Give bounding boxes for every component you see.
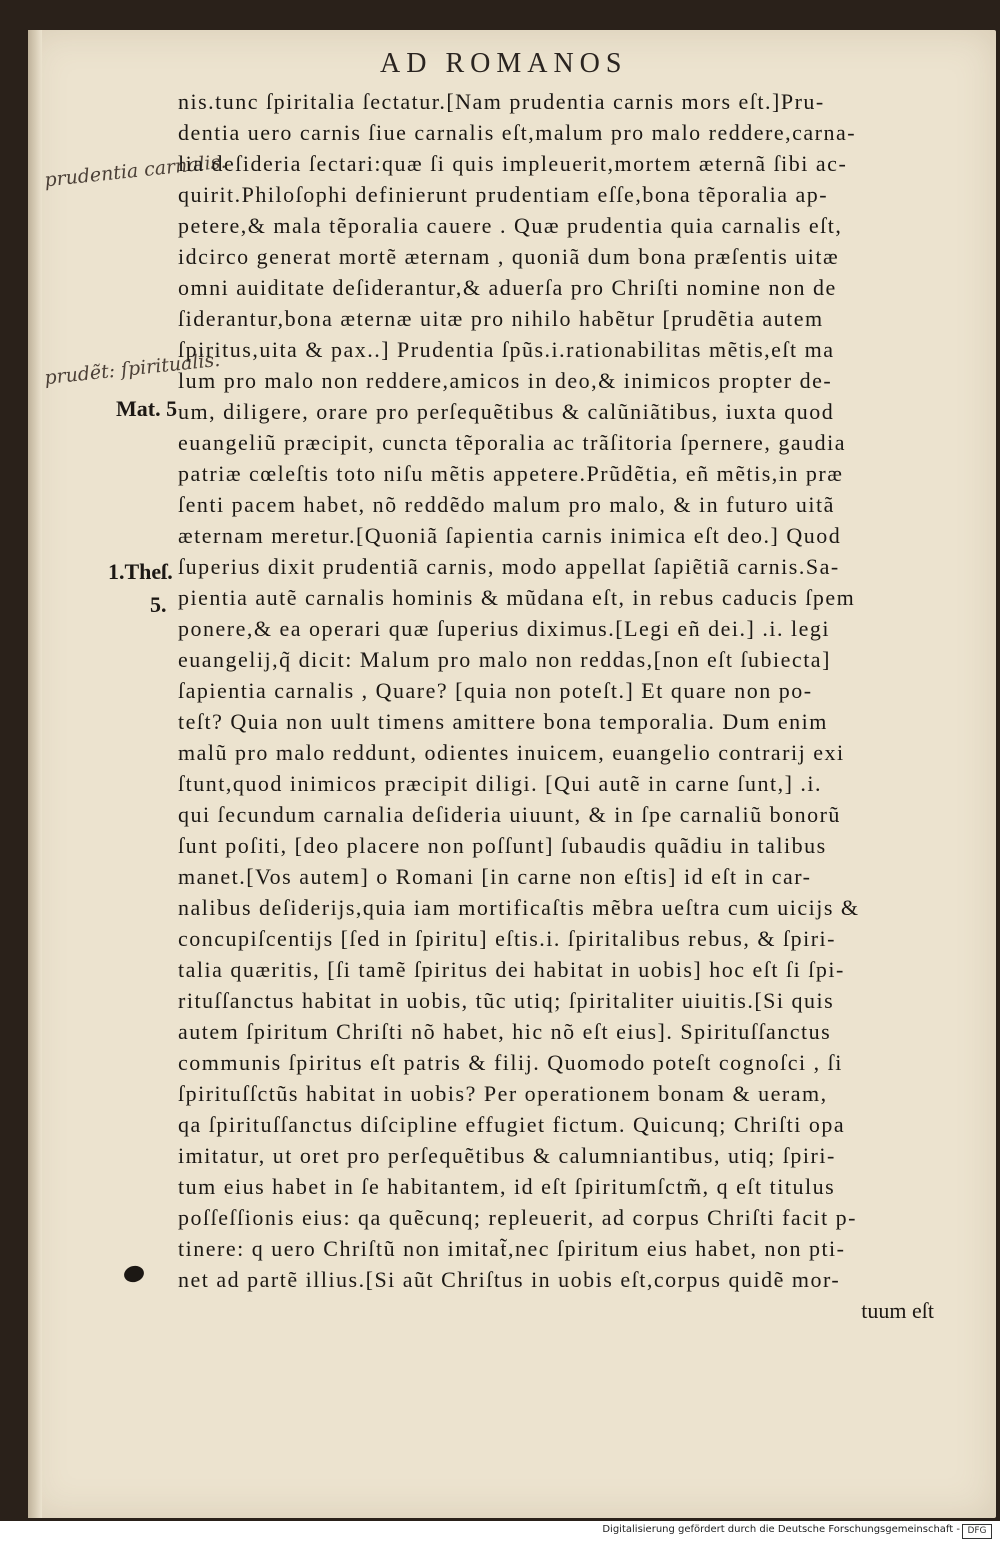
text-line: tum eius habet in ſe habitantem, id eſt ſpiritumſctm̃, q eſt titulus: [178, 1174, 836, 1199]
text-line: ſpirituſſctũs habitat in uobis? Per operationem bonam & ueram,: [178, 1081, 828, 1106]
text-line: talia quæritis, [ſi tamẽ ſpiritus dei habitat in uobis] hoc eſt ſi ſpi-: [178, 957, 845, 982]
marginal-reference-thessalonians-chapter: 5.: [150, 592, 167, 617]
page-gutter-shadow: [28, 30, 42, 1518]
text-line: euangeliũ præcipit, cuncta tẽporalia ac trãſitoria ſpernere, gaudia: [178, 430, 846, 455]
digitization-footer: [0, 1521, 1000, 1541]
text-line: ſapientia carnalis , Quare? [quia non poteſt.] Et quare non po-: [178, 678, 813, 703]
text-line: communis ſpiritus eſt patris & filij. Quomodo poteſt cognoſci , ſi: [178, 1050, 843, 1075]
body-text: [178, 86, 958, 1326]
text-line: lum pro malo non reddere,amicos in deo,& inimicos propter de-: [178, 368, 833, 393]
text-line: quirit.Philoſophi definierunt prudentiam eſſe,bona tẽporalia ap-: [178, 182, 829, 207]
dfg-logo: DFG: [962, 1524, 992, 1539]
marginal-reference-thessalonians: 1.Theſ.: [108, 559, 173, 584]
text-line: imitatur, ut oret pro perſequẽtibus & calumniantibus, utiq; ſpiri-: [178, 1143, 836, 1168]
marginal-handwritten-note-1: prudentia carnalis.: [43, 150, 228, 192]
marginal-reference-matthew: Mat. 5: [116, 396, 178, 421]
text-line: omni auiditate deſiderantur,& aduerſa pro Chriſti nomine non de: [178, 275, 837, 300]
text-line: petere,& mala tẽporalia cauere . Quæ prudentia quia carnalis eſt,: [178, 213, 843, 238]
text-line: pientia autẽ carnalis hominis & mũdana eſt, in rebus caducis ſpem: [178, 585, 856, 610]
text-line: ſunt poſiti, [deo placere non poſſunt] ſubaudis quãdiu in talibus: [178, 833, 827, 858]
funding-credit: Digitalisierung gefördert durch die Deutsche Forschungsgemeinschaft -: [602, 1524, 960, 1535]
text-line: malũ pro malo reddunt, odientes inuicem, euangelio contrarij exi: [178, 740, 845, 765]
text-line: ſtunt,quod inimicos præcipit diligi. [Qui autẽ in carne ſunt,] .i.: [178, 771, 823, 796]
text-line: qui ſecundum carnalia deſideria uiuunt, & in ſpe carnaliũ bonorũ: [178, 802, 841, 827]
text-line: ponere,& ea operari quæ ſuperius diximus.[Legi eñ dei.] .i. legi: [178, 616, 830, 641]
text-line: ſuperius dixit prudentiã carnis, modo appellat ſapiẽtiã carnis.Sa-: [178, 554, 840, 579]
text-line: æternam meretur.[Quoniã ſapientia carnis inimica eſt deo.] Quod: [178, 523, 842, 548]
text-line: concupiſcentijs [ſed in ſpiritu] eſtis.i. ſpiritalibus rebus, & ſpiri-: [178, 926, 836, 951]
text-line: teſt? Quia non uult timens amittere bona temporalia. Dum enim: [178, 709, 828, 734]
marginal-handwritten-note-2: prudẽt: ſpiritualis.: [43, 348, 222, 390]
catchword: tuum eſt: [861, 1298, 934, 1323]
text-line: ſpiritus,uita & pax..] Prudentia ſpũs.i.rationabilitas mẽtis,eſt ma: [178, 337, 835, 362]
text-line: manet.[Vos autem] o Romani [in carne non eſtis] id eſt in car-: [178, 864, 812, 889]
text-line: rituſſanctus habitat in uobis, tũc utiq; ſpiritaliter uiuitis.[Si quis: [178, 988, 835, 1013]
text-line: poſſeſſionis eius: qa quẽcunq; repleuerit, ad corpus Chriſti facit p-: [178, 1205, 858, 1230]
text-line: patriæ cœleſtis toto niſu mẽtis appetere.Prũdẽtia, eñ mẽtis,in præ: [178, 461, 844, 486]
text-line: dentia uero carnis ſiue carnalis eſt,malum pro malo reddere,carna-: [178, 120, 857, 145]
text-line: ſenti pacem habet, nõ reddẽdo malum pro malo, & in futuro uitã: [178, 492, 835, 517]
text-line: idcirco generat mortẽ æternam , quoniã dum bona præſentis uitæ: [178, 244, 840, 269]
text-line: net ad partẽ illius.[Si aũt Chriſtus in uobis eſt,corpus quidẽ mor-: [178, 1267, 841, 1292]
text-line: nalibus deſiderijs,quia iam mortificaſtis mẽbra ueſtra cum uicijs &: [178, 895, 860, 920]
text-line: nis.tunc ſpiritalia ſectatur.[Nam prudentia carnis mors eſt.]Pru-: [178, 89, 825, 114]
text-line: autem ſpiritum Chriſti nõ habet, hic nõ eſt eius]. Spirituſſanctus: [178, 1019, 832, 1044]
text-line: qa ſpirituſſanctus diſcipline effugiet fictum. Quicunq; Chriſti opa: [178, 1112, 846, 1137]
text-line: tinere: q uero Chriſtũ non imitat̃,nec ſpiritum eius habet, non pti-: [178, 1236, 846, 1261]
text-line: ſiderantur,bona æternæ uitæ pro nihilo habẽtur [prudẽtia autem: [178, 306, 824, 331]
text-line: lia deſideria ſectari:quæ ſi quis impleuerit,mortem æternã ſibi ac-: [178, 151, 848, 176]
text-line: euangelij,q̃ dicit: Malum pro malo non reddas,[non eſt ſubiecta]: [178, 647, 831, 672]
text-line: um, diligere, orare pro perſequẽtibus & calũniãtibus, iuxta quod: [178, 399, 835, 424]
running-head: AD ROMANOS: [380, 48, 628, 79]
